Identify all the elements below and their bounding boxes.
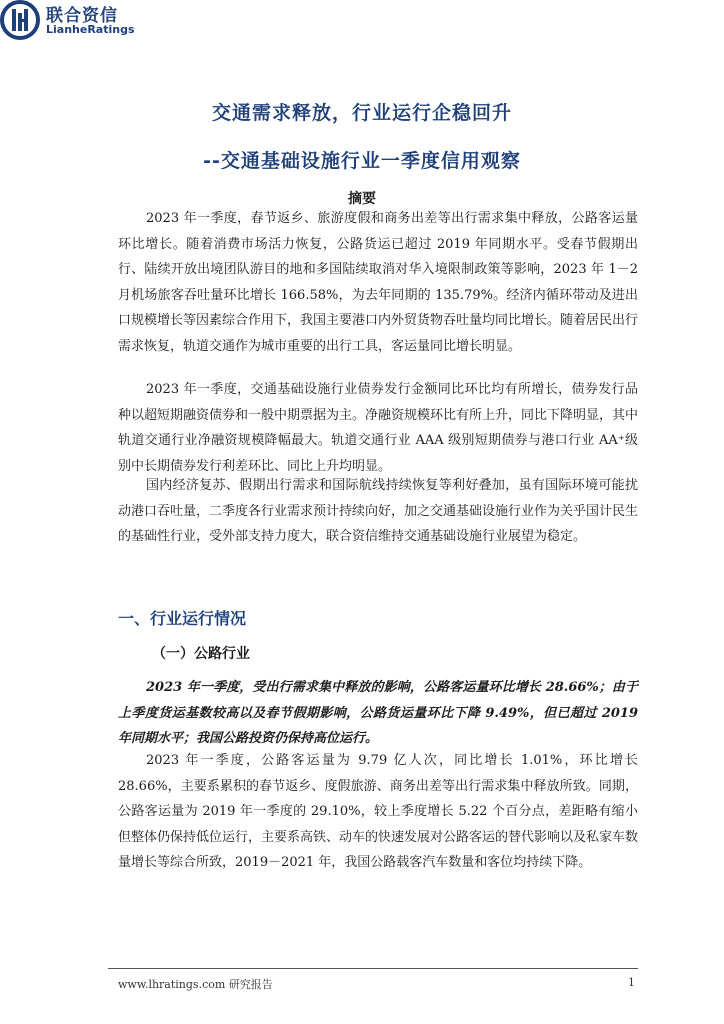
- lianhe-logo-icon: [0, 0, 40, 40]
- page-number: 1: [628, 976, 635, 989]
- abstract-paragraph-1: 2023 年一季度，春节返乡、旅游度假和商务出差等出行需求集中释放，公路客运量环比增长。随着消费市场活力恢复，公路货运已超过 2019 年同期水平。受春节假期出行、陆续开放出境团队游目的地和多国陆续取消对华入境限制政策等影响，2023 年 1－2 月机场旅客吞吐量环比增长 166.58%，为去年同期的 135.79%。经济内循环带动及进出口规模增长等因素综合作用下，我国主要港口内外贸货物吞吐量均同比增长。随着居民出行需求恢复，轨道交通作为城市重要的出行工具，客运量同比增长明显。: [118, 211, 639, 354]
- company-logo: [0, 0, 135, 40]
- footer-divider: [108, 968, 638, 969]
- report-subtitle: --交通基础设施行业一季度信用观察: [203, 150, 521, 172]
- report-title: 交通需求释放，行业运行企稳回升: [211, 102, 512, 124]
- section-body-paragraph: 2023 年一季度，公路客运量为 9.79 亿人次，同比增长 1.01%，环比增长 28.66%，主要系累积的春节返乡、度假旅游、商务出差等出行需求集中释放所致。同期，公路客运量为 2019 年一季度的 29.10%，较上季度增长 5.22 个百分点，差距略有缩小但整体仍保持低位运行，主要系高铁、动车的快速发展对公路客运的替代影响以及私家车数量增长等综合所致，2019－2021 年，我国公路载客汽车数量和客位均持续下降。: [118, 753, 639, 870]
- abstract-paragraph-3: 国内经济复苏、假期出行需求和国际航线持续恢复等利好叠加，虽有国际环境可能扰动港口吞吐量，二季度各行业需求预计持续向好，加之交通基础设施行业作为关乎国计民生的基础性行业，受外部支持力度大，联合资信维持交通基础设施行业展望为稳定。: [118, 478, 639, 544]
- section-summary-paragraph: 2023 年一季度，受出行需求集中释放的影响，公路客运量环比增长 28.66%；由于上季度货运基数较高以及春节假期影响，公路货运量环比下降 9.49%，但已超过 2019 年同期水平；我国公路投资仍保持高位运行。: [118, 680, 638, 746]
- logo-chinese-name: 联合资信: [46, 6, 118, 26]
- subsection-heading: （一）公路行业: [152, 646, 250, 662]
- abstract-heading: 摘要: [348, 191, 376, 207]
- section-heading: 一、行业运行情况: [118, 609, 247, 628]
- logo-english-name: LianheRatings: [46, 23, 135, 36]
- footer-site-and-type: www.lhratings.com 研究报告: [118, 978, 273, 991]
- abstract-paragraph-2: 2023 年一季度，交通基础设施行业债券发行金额同比环比均有所增长，债券发行品种以超短期融资债券和一般中期票据为主。净融资规模环比有所上升，同比下降明显，其中轨道交通行业净融资规模降幅最大。轨道交通行业 AAA 级别短期债券与港口行业 AA⁺级别中长期债券发行利差环比、同比上升均明显。: [118, 382, 639, 474]
